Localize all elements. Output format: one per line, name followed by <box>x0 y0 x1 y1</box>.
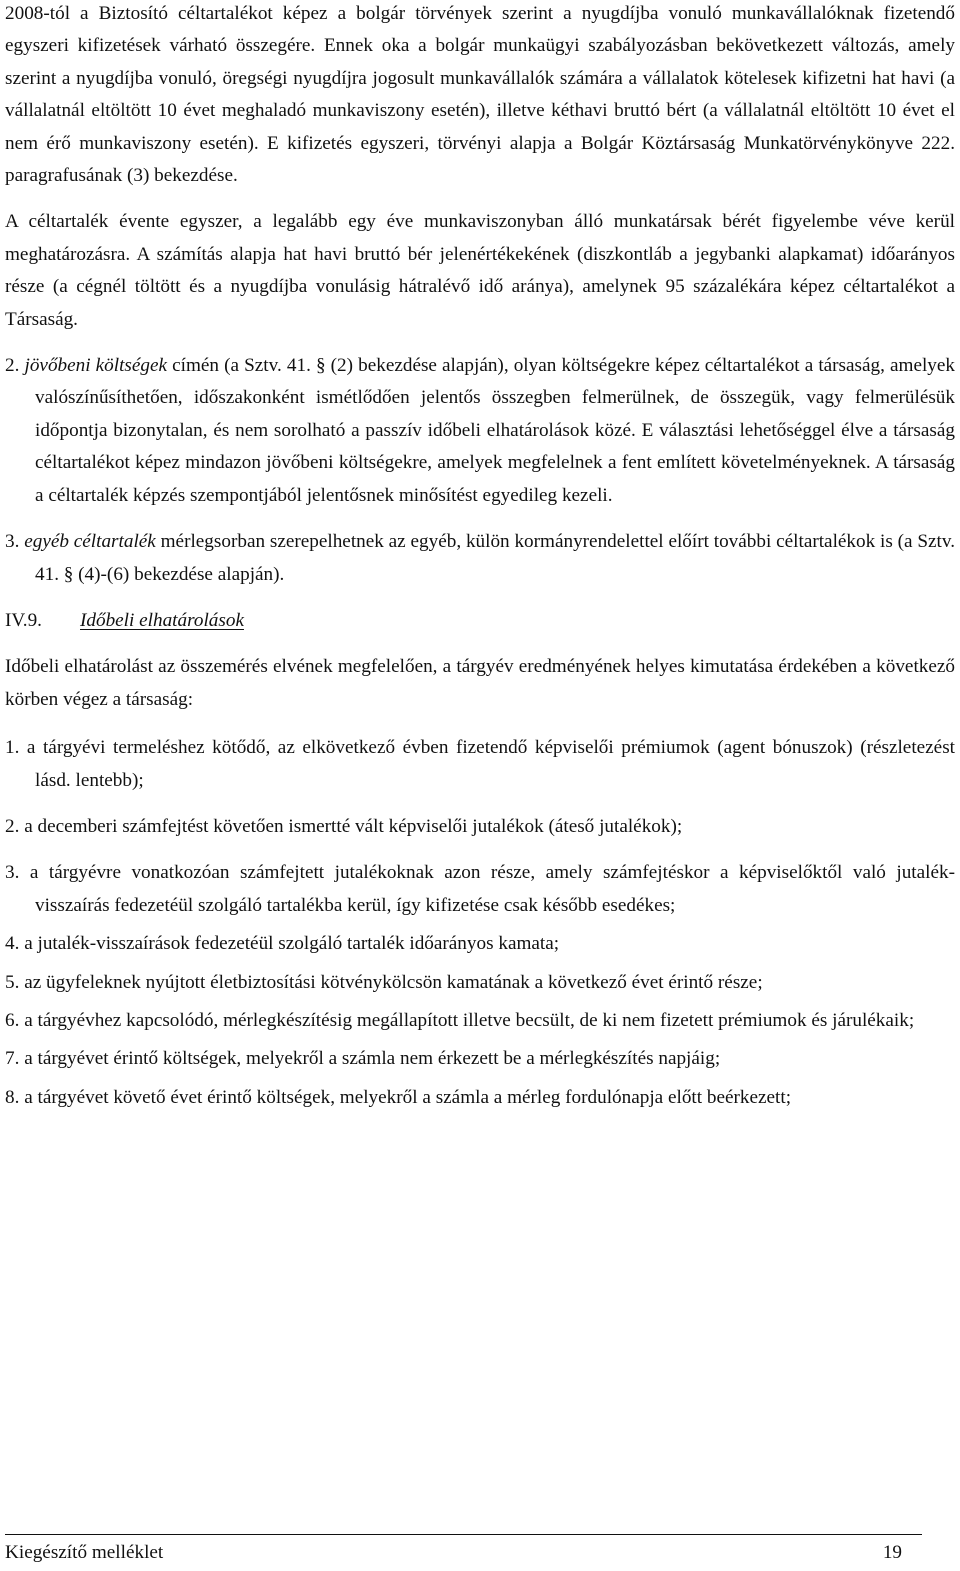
section-heading <box>5 605 955 637</box>
list-item: 4. a jutalék-visszaírások fedezetéül szolgáló tartalék időarányos kamata; <box>5 933 560 955</box>
item-number: 3. <box>5 531 20 553</box>
list-item: 7. a tárgyévet érintő költségek, melyekről a számla nem érkezett be a mérlegkészítés napjáig; <box>5 1048 721 1070</box>
paragraph-pension-provision: 2008-tól a Biztosító céltartalékot képez a bolgár törvények szerint a nyugdíjba vonuló munkavállalóknak fizetendő egyszeri kifizetések várható összegére. Ennek oka a bolgár munkaügyi szabályozásban bekövetkezett változás, amely szerint a nyugdíjba vonuló, öregségi nyugdíjra jogosult munkavállalók számára a vállalatok kötelesek kifizetni hat havi (a vállalatnál eltöltött 10 évet meghaladó munkaviszony esetén), illetve kéthavi bruttó bért (a vállalatnál eltöltött 10 évet el nem érő munkaviszony esetén). E kifizetés egyszeri, törvényi alapja a Bolgár Köztársaság Munkatörvénykönyve 222. paragrafusának (3) bekezdése. <box>5 3 955 187</box>
section-title: Időbeli elhatárolások <box>80 609 244 631</box>
item-future-costs <box>5 350 955 512</box>
paragraph-accruals-intro: Időbeli elhatárolást az összemérés elvének megfelelően, a tárgyév eredményének helyes kimutatása érdekében a következő körben végez a társaság: <box>5 656 955 710</box>
list-item: 1. a tárgyévi termeléshez kötődő, az elkövetkező évben fizetendő képviselői prémiumok (agent bónuszok) (részletezést lásd. lentebb); <box>5 737 955 791</box>
paragraph-provision-calculation: A céltartalék évente egyszer, a legalább egy éve munkaviszonyban álló munkatársak bérét figyelembe véve kerül meghatározásra. A számítás alapja hat havi bruttó bér jelenértékekének (diszkontláb a jegybanki alapkamat) időarányos része (a cégnél töltött és a nyugdíjba vonulásig hátralévő idő aránya), amelynek 95 százalékára képez céltartalékot a Társaság. <box>5 211 955 330</box>
footer-label: Kiegészítő melléklet <box>5 1542 164 1563</box>
list-item: 5. az ügyfeleknek nyújtott életbiztosítási kötvénykölcsön kamatának a következő évet érintő része; <box>5 971 763 993</box>
accruals-list <box>5 732 955 1114</box>
list-item: 6. a tárgyévhez kapcsolódó, mérlegkészítésig megállapított illetve becsült, de ki nem fizetett prémiumok és járulékaik; <box>5 1009 915 1031</box>
page-number: 19 <box>882 1542 902 1563</box>
document-page <box>5 0 955 1120</box>
list-item: 3. a tárgyévre vonatkozóan számfejtett jutalékoknak azon része, amely számfejtéskor a képviselőktől való jutalék-visszaírás fedezetéül szolgáló tartalékba kerül, így kifizetése csak később esedékes; <box>5 862 955 916</box>
item-term: egyéb céltartalék <box>24 531 156 553</box>
item-text: címén (a Sztv. 41. § (2) bekezdése alapján), olyan költségekre képez céltartalékot a társaság, amelyek valószínűsíthetően, időszakonként ismétlődően jelentős összegben felmerülnek, de összegük, vagy felmerülésük időpontja bizonytalan, és nem sorolható a passzív időbeli elhatárolások közé. E választási lehetőséggel élve a társaság céltartalékot képez mindazon jövőbeni költségekre, amelyek megfelelnek a fent említett követelményeknek. A társaság a céltartalék képzés szempontjából jelentősnek minősítést egyedileg kezeli. <box>35 355 956 506</box>
item-other-provision <box>5 526 955 591</box>
item-text: mérlegsorban szerepelhetnek az egyéb, külön kormányrendelettel előírt további céltartalékok is (a Sztv. 41. § (4)-(6) bekezdése alapján). <box>35 531 956 585</box>
list-item: 2. a decemberi számfejtést követően ismertté vált képviselői jutalékok (áteső jutalékok); <box>5 815 683 837</box>
section-number: IV.9. <box>5 609 42 631</box>
list-item: 8. a tárgyévet követő évet érintő költségek, melyekről a számla a mérleg fordulónapja előtt beérkezett; <box>5 1086 792 1108</box>
footer-divider <box>5 1534 922 1535</box>
page-footer <box>5 1537 902 1569</box>
item-term: jövőbeni költségek <box>24 355 168 377</box>
item-number: 2. <box>5 355 20 377</box>
